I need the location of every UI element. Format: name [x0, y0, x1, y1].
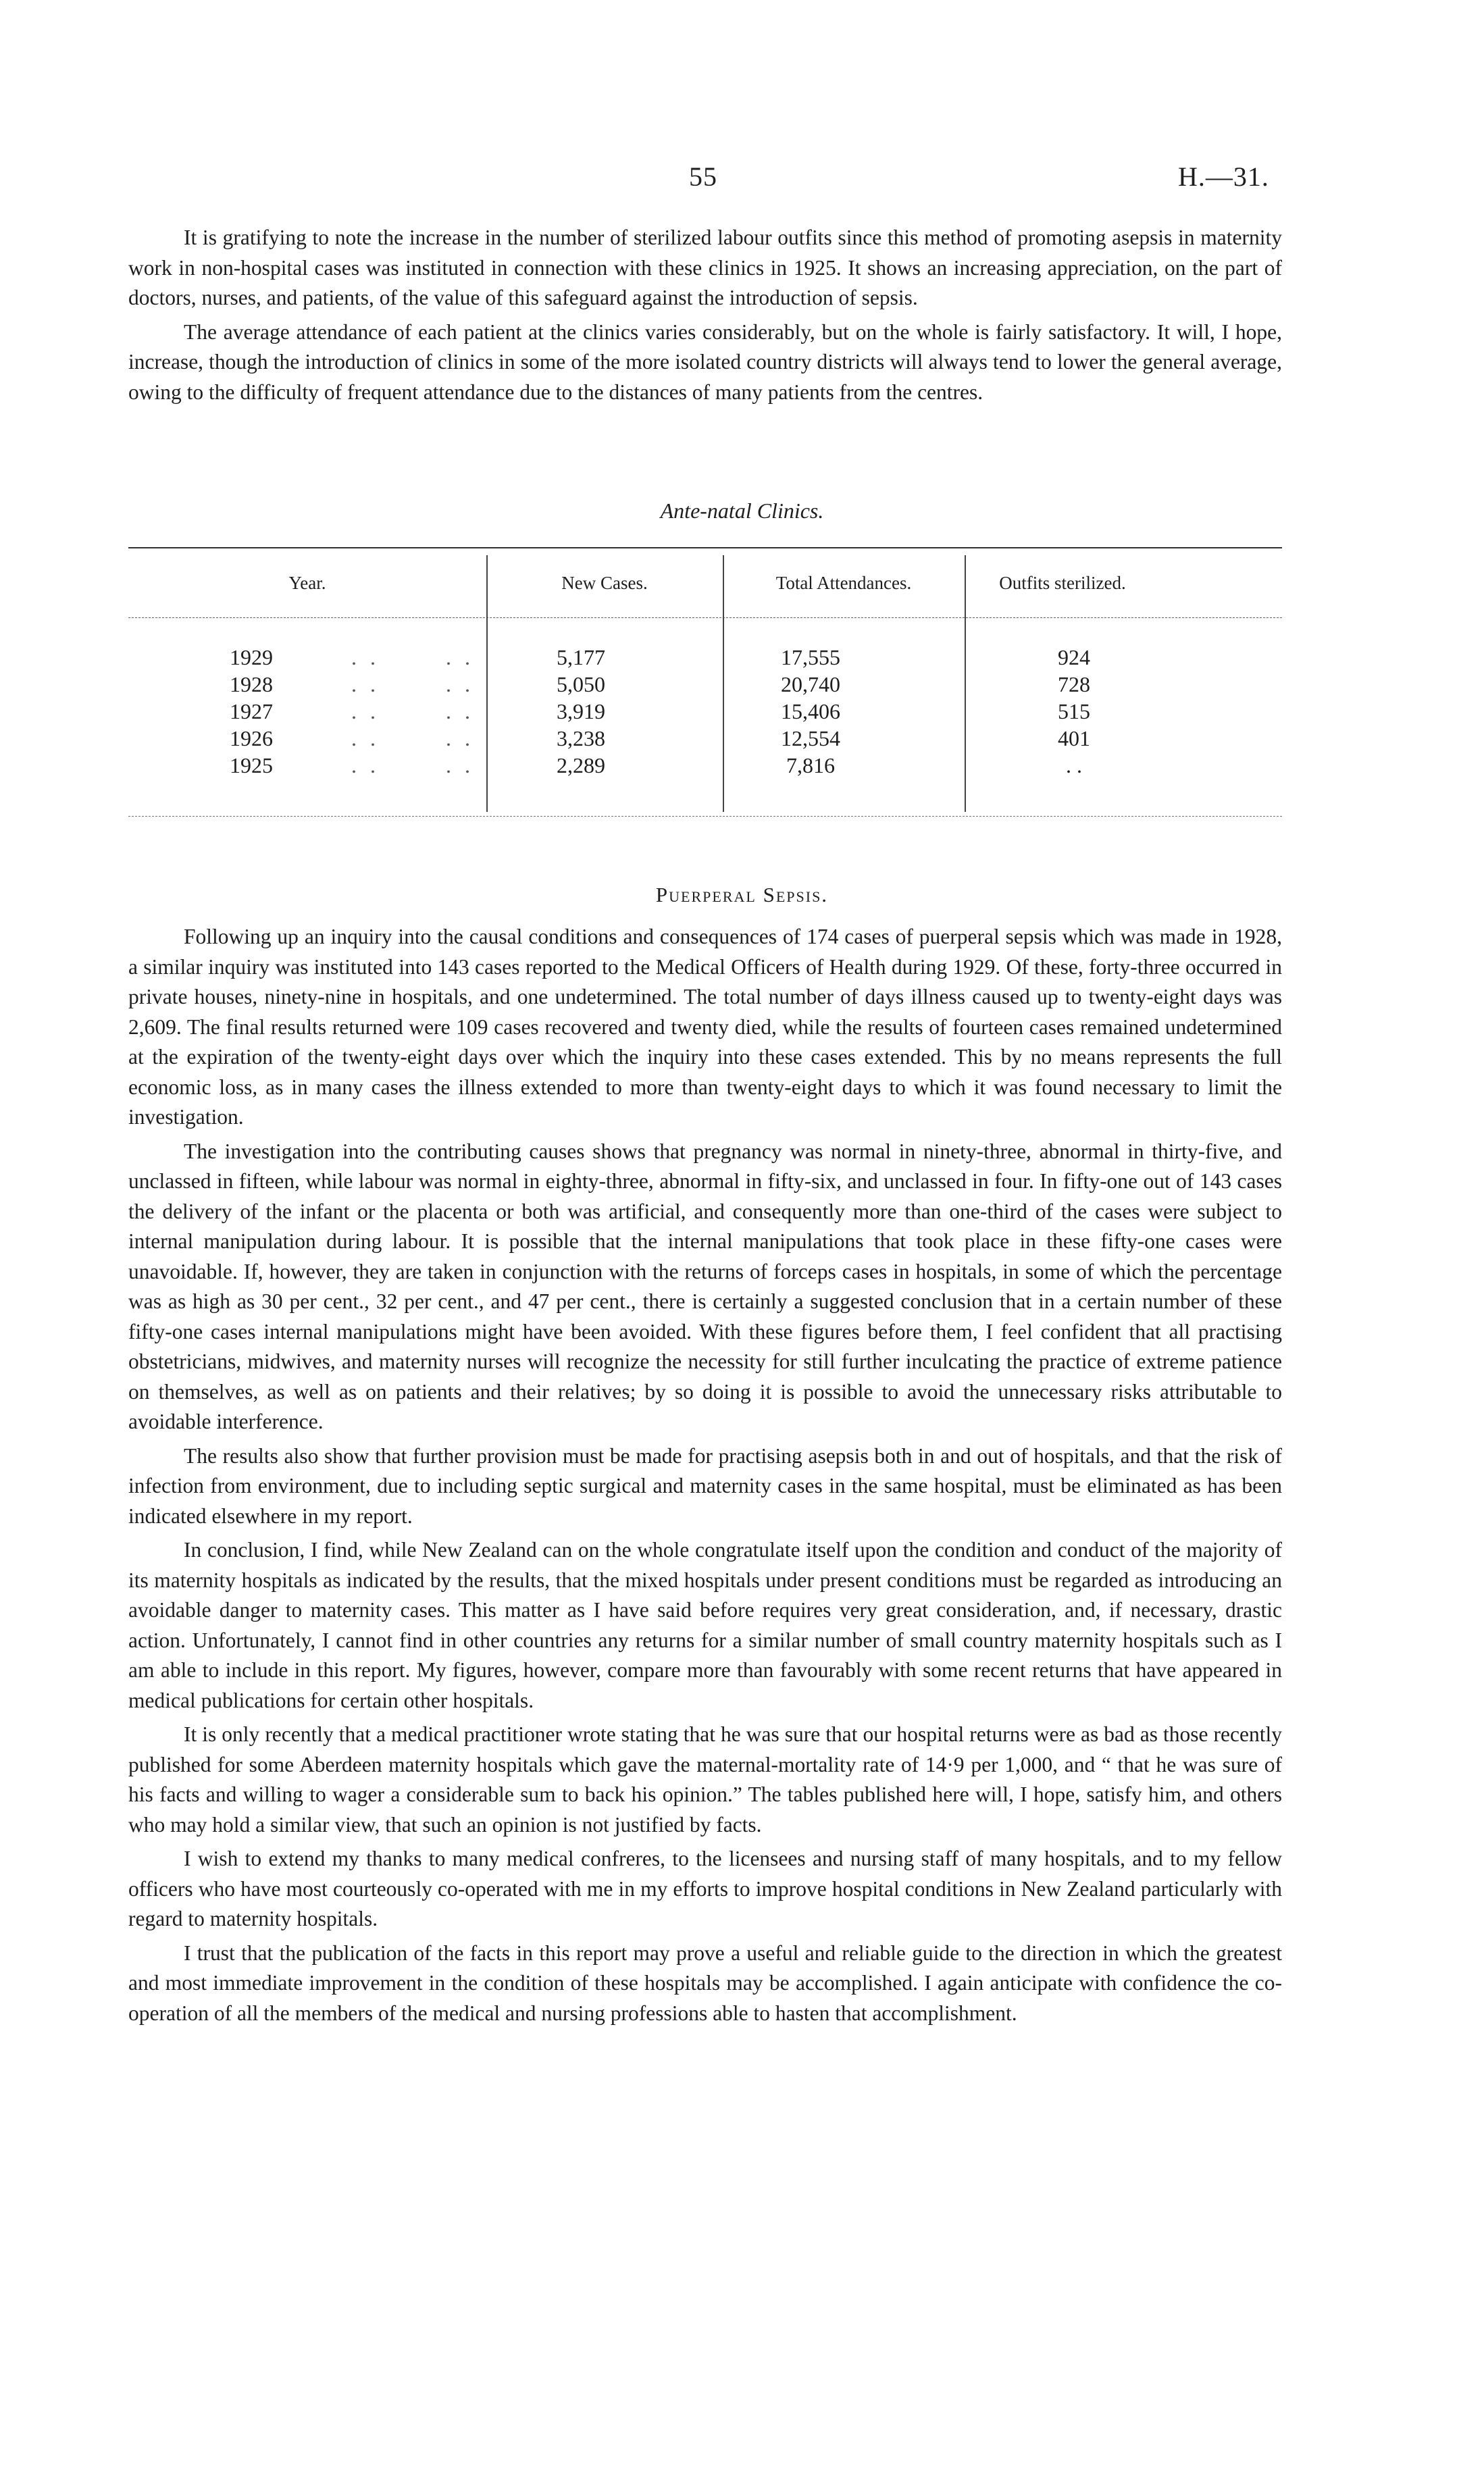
cell-year: 1927 [230, 699, 273, 723]
table-row [128, 645, 1282, 672]
cell-new-cases: 5,050 [557, 672, 605, 696]
section-text [128, 922, 1282, 2032]
cell-outfits-sterilized: . . [1066, 753, 1082, 777]
ante-natal-clinics-table [128, 547, 1282, 821]
table-title: Ante-natal Clinics. [660, 498, 824, 523]
table-bottom-rule [128, 816, 1282, 817]
cell-new-cases: 3,919 [557, 699, 605, 723]
leader-dots: . . [351, 699, 380, 723]
table-row [128, 726, 1282, 753]
paragraph: The investigation into the contributing causes shows that pregnancy was normal in ninety-three, abnormal in thirty-five, and unclassed in fifteen, while labour was normal in eighty-three, abnormal in fifty-six, and unclassed in four. In fifty-one out of 143 cases the delivery of the infant or the placenta or both was artificial, and consequently more than one-third of the cases were subject to internal manipulation during labour. It is possible that the internal manipulations that took place in these fifty-one cases were unavoidable. If, however, they are taken in conjunction with the returns of forceps cases in hospitals, in some of which the percentage was as high as 30 per cent., 32 per cent., and 47 per cent., there is certainly a suggested conclusion that in a certain number of these fifty-one cases internal manipulations might have been avoided. With these figures before them, I feel confident that all practising obstetricians, midwives, and maternity nurses will recognize the necessity for still further inculcating the practice of extreme patience on themselves, as well as on patients and their relatives; by so doing it is possible to avoid the unnecessary risks attributable to avoidable interference. [128, 1139, 1282, 1433]
table-row [128, 672, 1282, 699]
intro-text [128, 223, 1282, 411]
paragraph: Following up an inquiry into the causal conditions and consequences of 174 cases of puerperal sepsis which was made in 1928, a similar inquiry was instituted into 143 cases reported to the Medical Officers of Health during 1929. Of these, forty-three occurred in private houses, ninety-nine in hospitals, and one undetermined. The total number of days illness caused up to twenty-eight days was 2,609. The final results returned were 109 cases recovered and twenty died, while the results of fourteen cases remained undetermined at the expiration of the twenty-eight days over which the inquiry into these cases extended. This by no means represents the full economic loss, as in many cases the illness extended to more than twenty-eight days to which it was found necessary to limit the investigation. [128, 925, 1282, 1129]
cell-total-attendances: 17,555 [781, 645, 840, 669]
column-header-total-attendances: Total Attendances. [775, 573, 912, 593]
leader-dots: . . [446, 672, 474, 696]
cell-new-cases: 5,177 [557, 645, 605, 669]
column-header-new-cases: New Cases. [561, 573, 648, 593]
paragraph: It is only recently that a medical practitioner wrote stating that he was sure that our hospital returns were as bad as those recently published for some Aberdeen maternity hospitals which gave the maternal-mortality rate of 14·9 per 1,000, and “ that he was sure of his facts and willing to wager a considerable sum to back his opinion.” The tables published here will, I hope, satisfy him, and others who may hold a similar view, that such an opinion is not justified by facts. [128, 1722, 1282, 1837]
cell-total-attendances: 15,406 [781, 699, 840, 723]
page-number: 55 [689, 161, 717, 192]
paragraph: The results also show that further provision must be made for practising asepsis both in and out of hospitals, and that the risk of infection from environment, due to including septic surgical and maternity cases in the same hospital, must be eliminated as has been indicated elsewhere in my report. [128, 1443, 1282, 1528]
cell-year: 1926 [230, 726, 273, 750]
leader-dots: . . [446, 699, 474, 723]
cell-total-attendances: 20,740 [781, 672, 840, 696]
cell-year: 1925 [230, 753, 273, 777]
table-row [128, 753, 1282, 780]
cell-year: 1929 [230, 645, 273, 669]
cell-outfits-sterilized: 924 [1058, 645, 1090, 669]
leader-dots: . . [351, 726, 380, 750]
paragraph: The average attendance of each patient at the clinics varies considerably, but on the whole is fairly satisfactory. It will, I hope, increase, though the introduction of clinics in some of the more isolated country districts will always tend to lower the general average, owing to the difficulty of frequent attendance due to the distances of many patients from the centres. [128, 319, 1282, 404]
leader-dots: . . [351, 753, 380, 777]
cell-outfits-sterilized: 515 [1058, 699, 1090, 723]
cell-new-cases: 3,238 [557, 726, 605, 750]
leader-dots: . . [351, 645, 380, 669]
leader-dots: . . [351, 672, 380, 696]
section-heading: Puerperal Sepsis. [655, 883, 829, 906]
cell-year: 1928 [230, 672, 273, 696]
paragraph: In conclusion, I find, while New Zealand can on the whole congratulate itself upon the condition and conduct of the majority of its maternity hospitals as indicated by the results, that the mixed hospitals under present conditions must be regarded as introducing an avoidable danger to maternity cases. This matter as I have said before requires very great consideration, and, if necessary, drastic action. Unfortunately, I cannot find in other countries any returns for a similar number of small country maternity hospitals such as I am able to include in this report. My figures, however, compare more than favourably with some recent returns that have appeared in medical publications for certain other hospitals. [128, 1538, 1282, 1712]
cell-outfits-sterilized: 401 [1058, 726, 1090, 750]
column-header-outfits-sterilized: Outfits sterilized. [999, 573, 1126, 593]
cell-outfits-sterilized: 728 [1058, 672, 1090, 696]
cell-total-attendances: 12,554 [781, 726, 840, 750]
leader-dots: . . [446, 753, 474, 777]
table-header-rule [128, 617, 1282, 618]
table-row [128, 699, 1282, 726]
column-header-year: Year. [288, 573, 326, 593]
paragraph: It is gratifying to note the increase in the number of sterilized labour outfits since this method of promoting asepsis in maternity work in non-hospital cases was instituted in connection with these clinics in 1925. It shows an increasing appreciation, on the part of doctors, nurses, and patients, of the value of this safeguard against the introduction of sepsis. [128, 226, 1282, 309]
table-top-rule [128, 547, 1282, 548]
paragraph: I wish to extend my thanks to many medical confreres, to the licensees and nursing staff of many hospitals, and to my fellow officers who have most courteously co-operated with me in my efforts to improve hospital conditions in New Zealand particularly with regard to maternity hospitals. [128, 1847, 1282, 1930]
paragraph: I trust that the publication of the facts in this report may prove a useful and reliable guide to the direction in which the greatest and most immediate improvement in the condition of these hospitals may be accomplished. I again anticipate with confidence the co-operation of all the members of the medical and nursing professions able to hasten that accomplishment. [128, 1941, 1282, 2025]
cell-new-cases: 2,289 [557, 753, 605, 777]
leader-dots: . . [446, 726, 474, 750]
leader-dots: . . [446, 645, 474, 669]
cell-total-attendances: 7,816 [786, 753, 835, 777]
document-reference: H.—31. [1178, 161, 1269, 192]
